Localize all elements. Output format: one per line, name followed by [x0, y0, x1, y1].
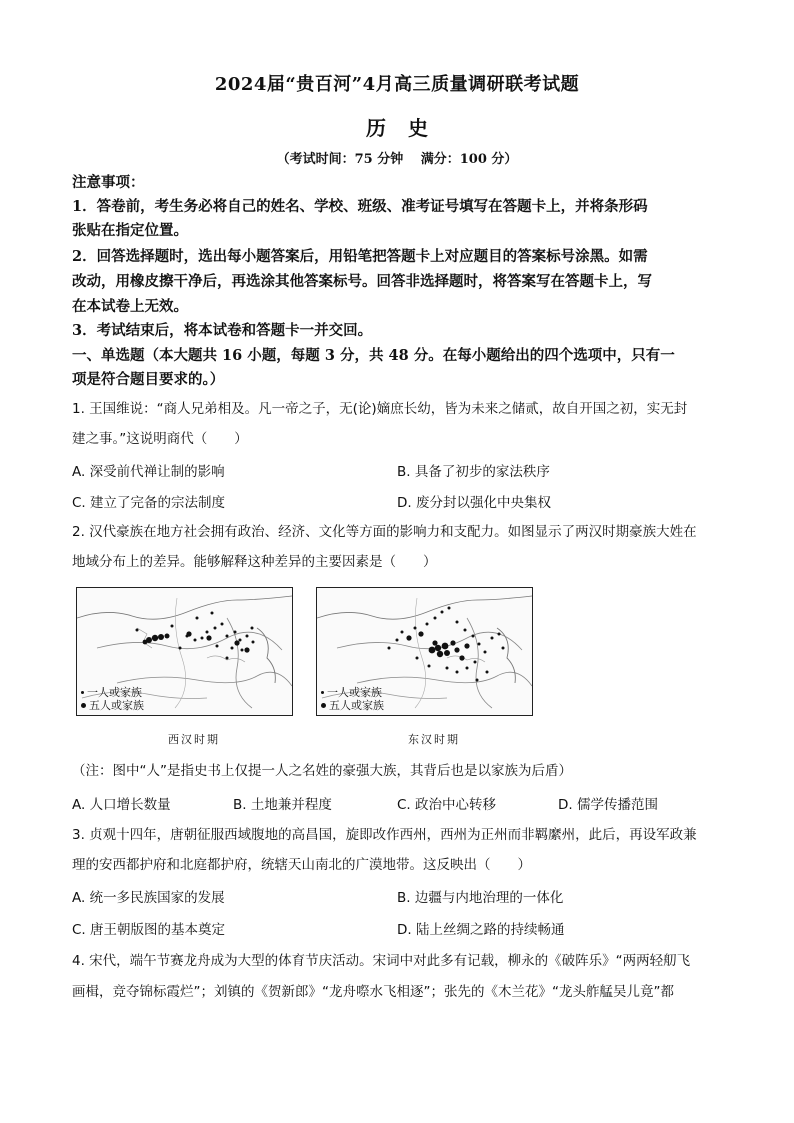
question-3-stem-line-2: 理的安西都护府和北庭都护府，统辖天山南北的广漠地带。这反映出（ ）	[72, 857, 531, 873]
question-3-option-d: D. 陆上丝绸之路的持续畅通	[397, 922, 565, 938]
question-2-maps	[76, 587, 536, 715]
question-1-option-d: D. 废分封以强化中央集权	[397, 495, 551, 511]
question-1-option-a: A. 深受前代禅让制的影响	[72, 464, 225, 480]
map-western-han	[76, 587, 293, 716]
question-4-stem-line-1: 4. 宋代，端午节赛龙舟成为大型的体育节庆活动。宋词中对此多有记载，柳永的《破阵乐》“两两轻舠飞	[72, 953, 691, 969]
exam-subject: 历史	[366, 116, 450, 140]
legend-one-person: 一人或家族	[327, 686, 382, 699]
section-heading-line-2: 项是符合题目要求的。）	[72, 371, 225, 388]
map-western-han-caption: 西汉时期	[168, 733, 220, 746]
notice-item-1-line-2: 张贴在指定位置。	[72, 222, 188, 239]
legend-five-persons: 五人或家族	[329, 699, 384, 712]
question-2-stem-line-2: 地域分布上的差异。能够解释这种差异的主要因素是（ ）	[72, 554, 437, 570]
large-dot-icon	[81, 703, 86, 708]
question-2-option-d: D. 儒学传播范围	[558, 797, 658, 813]
question-2-note: （注：图中“人”是指史书上仅提一人之名姓的豪强大族，其背后也是以家族为后盾）	[72, 763, 572, 779]
notice-heading: 注意事项：	[72, 174, 145, 191]
map-eastern-han-legend	[321, 686, 384, 712]
question-2-options	[72, 793, 722, 815]
map-eastern-han	[316, 587, 533, 716]
question-1-option-b: B. 具备了初步的家法秩序	[397, 464, 550, 480]
question-2-option-c: C. 政治中心转移	[397, 797, 497, 813]
small-dot-icon	[321, 691, 324, 694]
question-2-stem-line-1: 2. 汉代豪族在地方社会拥有政治、经济、文化等方面的影响力和支配力。如图显示了两汉时期豪族大姓在	[72, 524, 697, 540]
question-3-option-c: C. 唐王朝版图的基本奠定	[72, 922, 226, 938]
notice-item-3: 3．考试结束后，将本试卷和答题卡一并交回。	[72, 322, 373, 339]
exam-info: （考试时间：75 分钟 满分：100 分）	[276, 152, 518, 167]
section-heading-line-1: 一、单选题（本大题共 16 小题，每题 3 分，共 48 分。在每小题给出的四个选项中，只有一	[72, 347, 675, 364]
question-3-stem-line-1: 3. 贞观十四年，唐朝征服西域腹地的高昌国，旋即改作西州，西州为正州而非羁縻州，此后，再设军政兼	[72, 827, 697, 843]
notice-item-2-line-2: 改动，用橡皮擦干净后，再选涂其他答案标号。回答非选择题时，将答案写在答题卡上，写	[72, 273, 652, 290]
question-3-option-a: A. 统一多民族国家的发展	[72, 890, 225, 906]
question-3-options-row-2	[72, 918, 722, 940]
map-western-han-legend	[81, 686, 144, 712]
small-dot-icon	[81, 691, 84, 694]
question-3-options-row-1	[72, 886, 722, 908]
notice-item-2-line-1: 2．回答选择题时，选出每小题答案后，用铅笔把答题卡上对应题目的答案标号涂黑。如需	[72, 248, 648, 265]
large-dot-icon	[321, 703, 326, 708]
notice-item-1-line-1: 1．答卷前，考生务必将自己的姓名、学校、班级、准考证号填写在答题卡上，并将条形码	[72, 198, 648, 215]
exam-title: 2024届“贵百河”4月高三质量调研联考试题	[214, 74, 580, 95]
question-2-option-b: B. 土地兼并程度	[233, 797, 332, 813]
notice-item-2-line-3: 在本试卷上无效。	[72, 298, 188, 315]
question-1-stem-line-2: 建之事。”这说明商代（ ）	[72, 431, 248, 447]
question-4-stem-line-2: 画楫，竞夺锦标霞烂”；刘镇的《贺新郎》“龙舟㗫水飞相逐”；张先的《木兰花》“龙头舴艋吴儿竟”都	[72, 984, 674, 1000]
legend-one-person: 一人或家族	[87, 686, 142, 699]
question-1-stem-line-1: 1. 王国维说：“商人兄弟相及。凡一帝之子，无(论)嫡庶长幼，皆为未来之储贰，故自开国之初，实无封	[72, 401, 688, 417]
question-2-option-a: A. 人口增长数量	[72, 797, 171, 813]
map-eastern-han-caption: 东汉时期	[408, 733, 460, 746]
question-1-option-c: C. 建立了完备的宗法制度	[72, 495, 226, 511]
question-3-option-b: B. 边疆与内地治理的一体化	[397, 890, 564, 906]
legend-five-persons: 五人或家族	[89, 699, 144, 712]
question-1-options-row-2	[72, 491, 722, 513]
question-1-options-row-1	[72, 460, 722, 482]
